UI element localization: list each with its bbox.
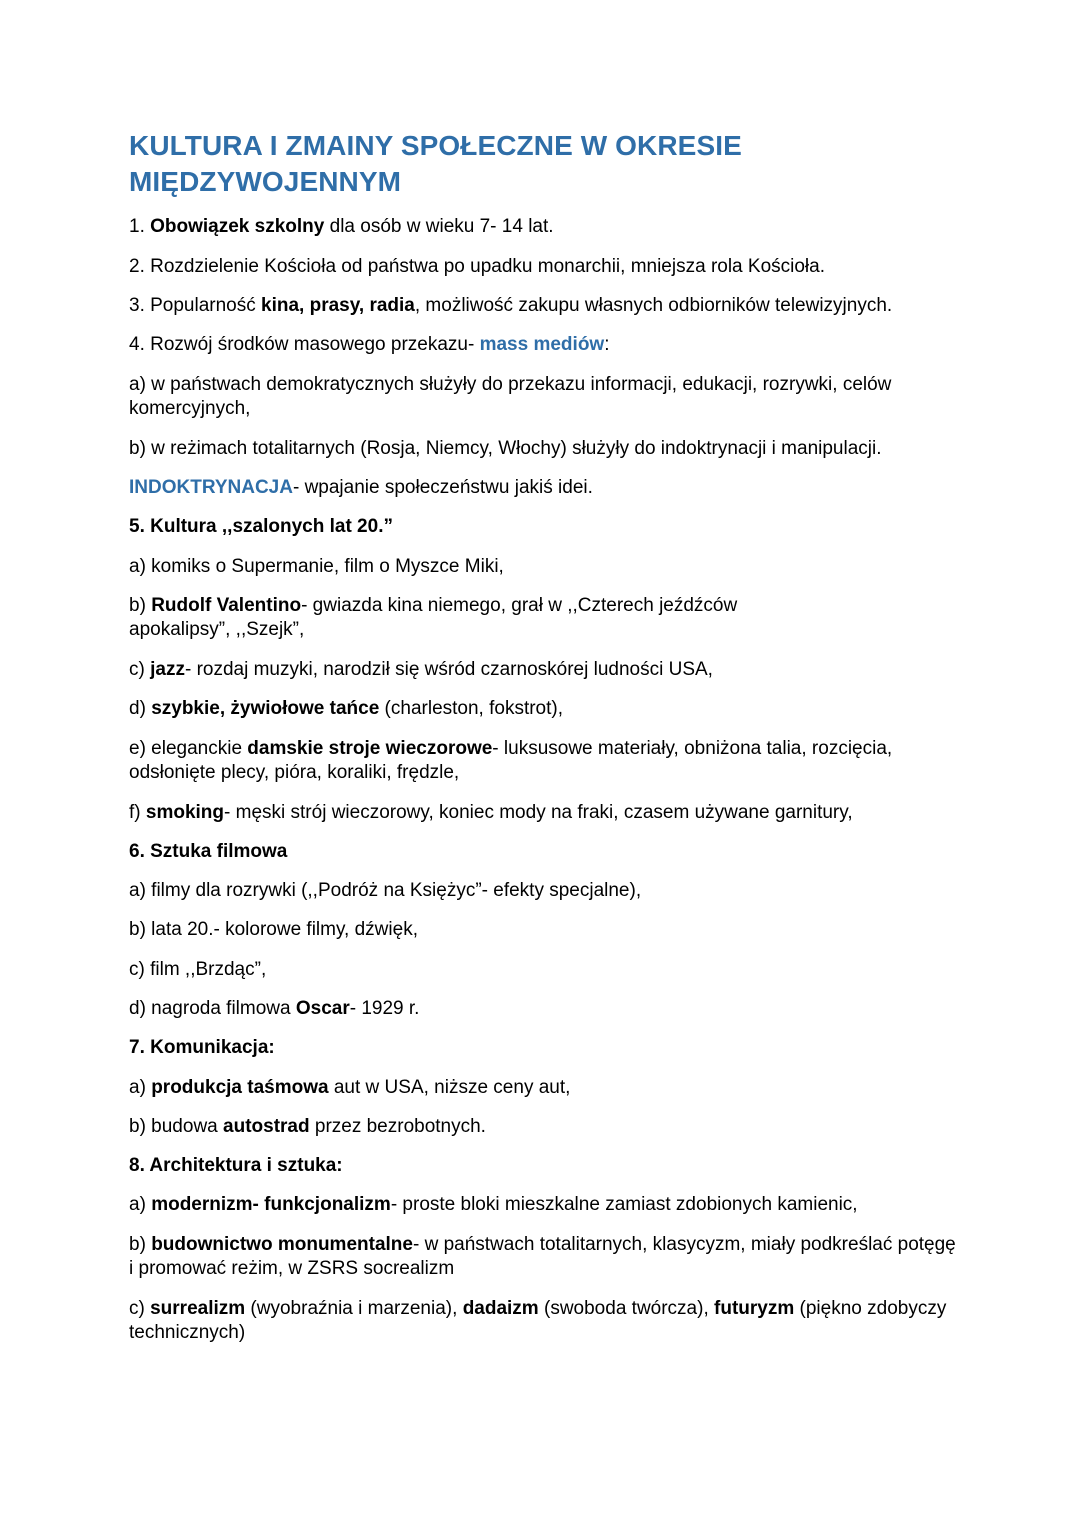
text-run: - męski strój wieczorowy, koniec mody na fraki, czasem używane garnitury,: [224, 802, 853, 823]
list-item: [129, 801, 959, 825]
emphasis-text: jazz: [150, 659, 185, 680]
text-run: (piękno zdobyczy technicznych): [129, 1298, 947, 1343]
list-item: [129, 594, 959, 642]
list-item: [129, 215, 959, 239]
emphasis-text: 8. Architektura i sztuka:: [129, 1155, 343, 1176]
text-run: - 1929 r.: [349, 998, 420, 1019]
text-run: aut w USA, niższe ceny aut,: [328, 1077, 571, 1098]
page-title: [129, 128, 989, 200]
page-title-line-2: MIĘDZYWOJENNYM: [129, 166, 402, 197]
text-run: 3. Popularność: [129, 295, 262, 316]
text-run: b): [129, 1234, 152, 1255]
emphasis-text: surrealizm: [150, 1298, 246, 1319]
list-item: [129, 958, 959, 982]
emphasis-text: mass mediów: [479, 334, 605, 355]
list-item: [129, 737, 959, 785]
emphasis-text: INDOKTRYNACJA: [129, 477, 293, 498]
list-item: [129, 997, 959, 1021]
emphasis-text: kina, prasy, radia: [261, 295, 415, 316]
text-run: - proste bloki mieszkalne zamiast zdobionych kamienic,: [390, 1194, 858, 1215]
emphasis-text: autostrad: [223, 1116, 310, 1137]
text-run: - gwiazda kina niemego, grał w ,,Czterech jeźdźców: [301, 595, 738, 616]
text-run: - w państwach totalitarnych, klasycyzm, miały podkreślać potęgę i promować reżim, w ZSRS socrealizm: [129, 1234, 956, 1279]
list-item: [129, 918, 959, 942]
list-item: [129, 294, 959, 318]
text-run: a): [129, 1077, 152, 1098]
section-heading: [129, 1154, 959, 1178]
text-run: (wyobraźnia i marzenia),: [245, 1298, 463, 1319]
section-heading: [129, 840, 959, 864]
text-run: d): [129, 698, 152, 719]
text-run: 2. Rozdzielenie Kościoła od państwa po upadku monarchii, mniejsza rola Kościoła.: [129, 256, 825, 277]
list-item: [129, 1193, 959, 1217]
emphasis-text: 7. Komunikacja:: [129, 1037, 275, 1058]
text-run: e) eleganckie: [129, 738, 248, 759]
list-item: [129, 658, 959, 682]
text-run: (charleston, fokstrot),: [379, 698, 564, 719]
emphasis-text: damskie stroje wieczorowe: [247, 738, 493, 759]
list-item: [129, 1297, 959, 1345]
text-run: :: [604, 334, 610, 355]
list-item: [129, 373, 959, 421]
text-run: c): [129, 1298, 151, 1319]
emphasis-text: smoking: [145, 802, 225, 823]
list-item: [129, 333, 959, 357]
list-item: [129, 1115, 959, 1139]
text-run: a): [129, 1194, 152, 1215]
text-run: 4. Rozwój środków masowego przekazu-: [129, 334, 480, 355]
text-run: - wpajanie społeczeństwu jakiś idei.: [292, 477, 593, 498]
text-run: (swoboda twórcza),: [538, 1298, 715, 1319]
text-run: b) budowa: [129, 1116, 224, 1137]
text-run: c): [129, 659, 151, 680]
list-item: [129, 1076, 959, 1100]
list-item: [129, 555, 959, 579]
text-run: przez bezrobotnych.: [309, 1116, 486, 1137]
text-run: b) lata 20.- kolorowe filmy, dźwięk,: [129, 919, 418, 940]
text-run: - rozdaj muzyki, narodził się wśród czarnoskórej ludności USA,: [184, 659, 713, 680]
emphasis-text: Oscar: [295, 998, 350, 1019]
list-item: [129, 255, 959, 279]
text-run: a) w państwach demokratycznych służyły do przekazu informacji, edukacji, rozrywki, celów komercyjnych,: [129, 374, 892, 419]
text-run: b) w reżimach totalitarnych (Rosja, Niemcy, Włochy) służyły do indoktrynacji i manipulacji.: [129, 438, 882, 459]
list-item: [129, 1233, 959, 1281]
section-heading: [129, 515, 959, 539]
emphasis-text: produkcja taśmowa: [151, 1077, 329, 1098]
text-run: f): [129, 802, 146, 823]
text-run: a) komiks o Supermanie, film o Myszce Miki,: [129, 556, 504, 577]
emphasis-text: 5. Kultura ,,szalonych lat 20.”: [129, 516, 393, 537]
definition-line: [129, 476, 959, 500]
emphasis-text: Rudolf Valentino: [151, 595, 302, 616]
emphasis-text: 6. Sztuka filmowa: [129, 841, 288, 862]
emphasis-text: dadaizm: [462, 1298, 539, 1319]
text-run: dla osób w wieku 7- 14 lat.: [324, 216, 554, 237]
text-run: b): [129, 595, 152, 616]
emphasis-text: futuryzm: [714, 1298, 795, 1319]
text-run: a) filmy dla rozrywki (,,Podróż na Księżyc”- efekty specjalne),: [129, 880, 642, 901]
emphasis-text: budownictwo monumentalne: [151, 1234, 413, 1255]
list-item: [129, 437, 959, 461]
emphasis-text: Obowiązek szkolny: [150, 216, 325, 237]
text-run: , możliwość zakupu własnych odbiorników telewizyjnych.: [414, 295, 893, 316]
text-run: apokalipsy”, ,,Szejk”,: [129, 619, 305, 640]
page-title-line-1: KULTURA I ZMAINY SPOŁECZNE W OKRESIE: [129, 130, 742, 161]
text-run: c) film ,,Brzdąc”,: [129, 959, 267, 980]
list-item: [129, 879, 959, 903]
text-run: - luksusowe materiały, obniżona talia, rozcięcia, odsłonięte plecy, pióra, koraliki, frędzle,: [129, 738, 893, 783]
section-heading: [129, 1036, 959, 1060]
text-run: d) nagroda filmowa: [129, 998, 296, 1019]
list-item: [129, 697, 959, 721]
emphasis-text: modernizm- funkcjonalizm: [151, 1194, 391, 1215]
text-run: 1.: [129, 216, 151, 237]
emphasis-text: szybkie, żywiołowe tańce: [151, 698, 380, 719]
